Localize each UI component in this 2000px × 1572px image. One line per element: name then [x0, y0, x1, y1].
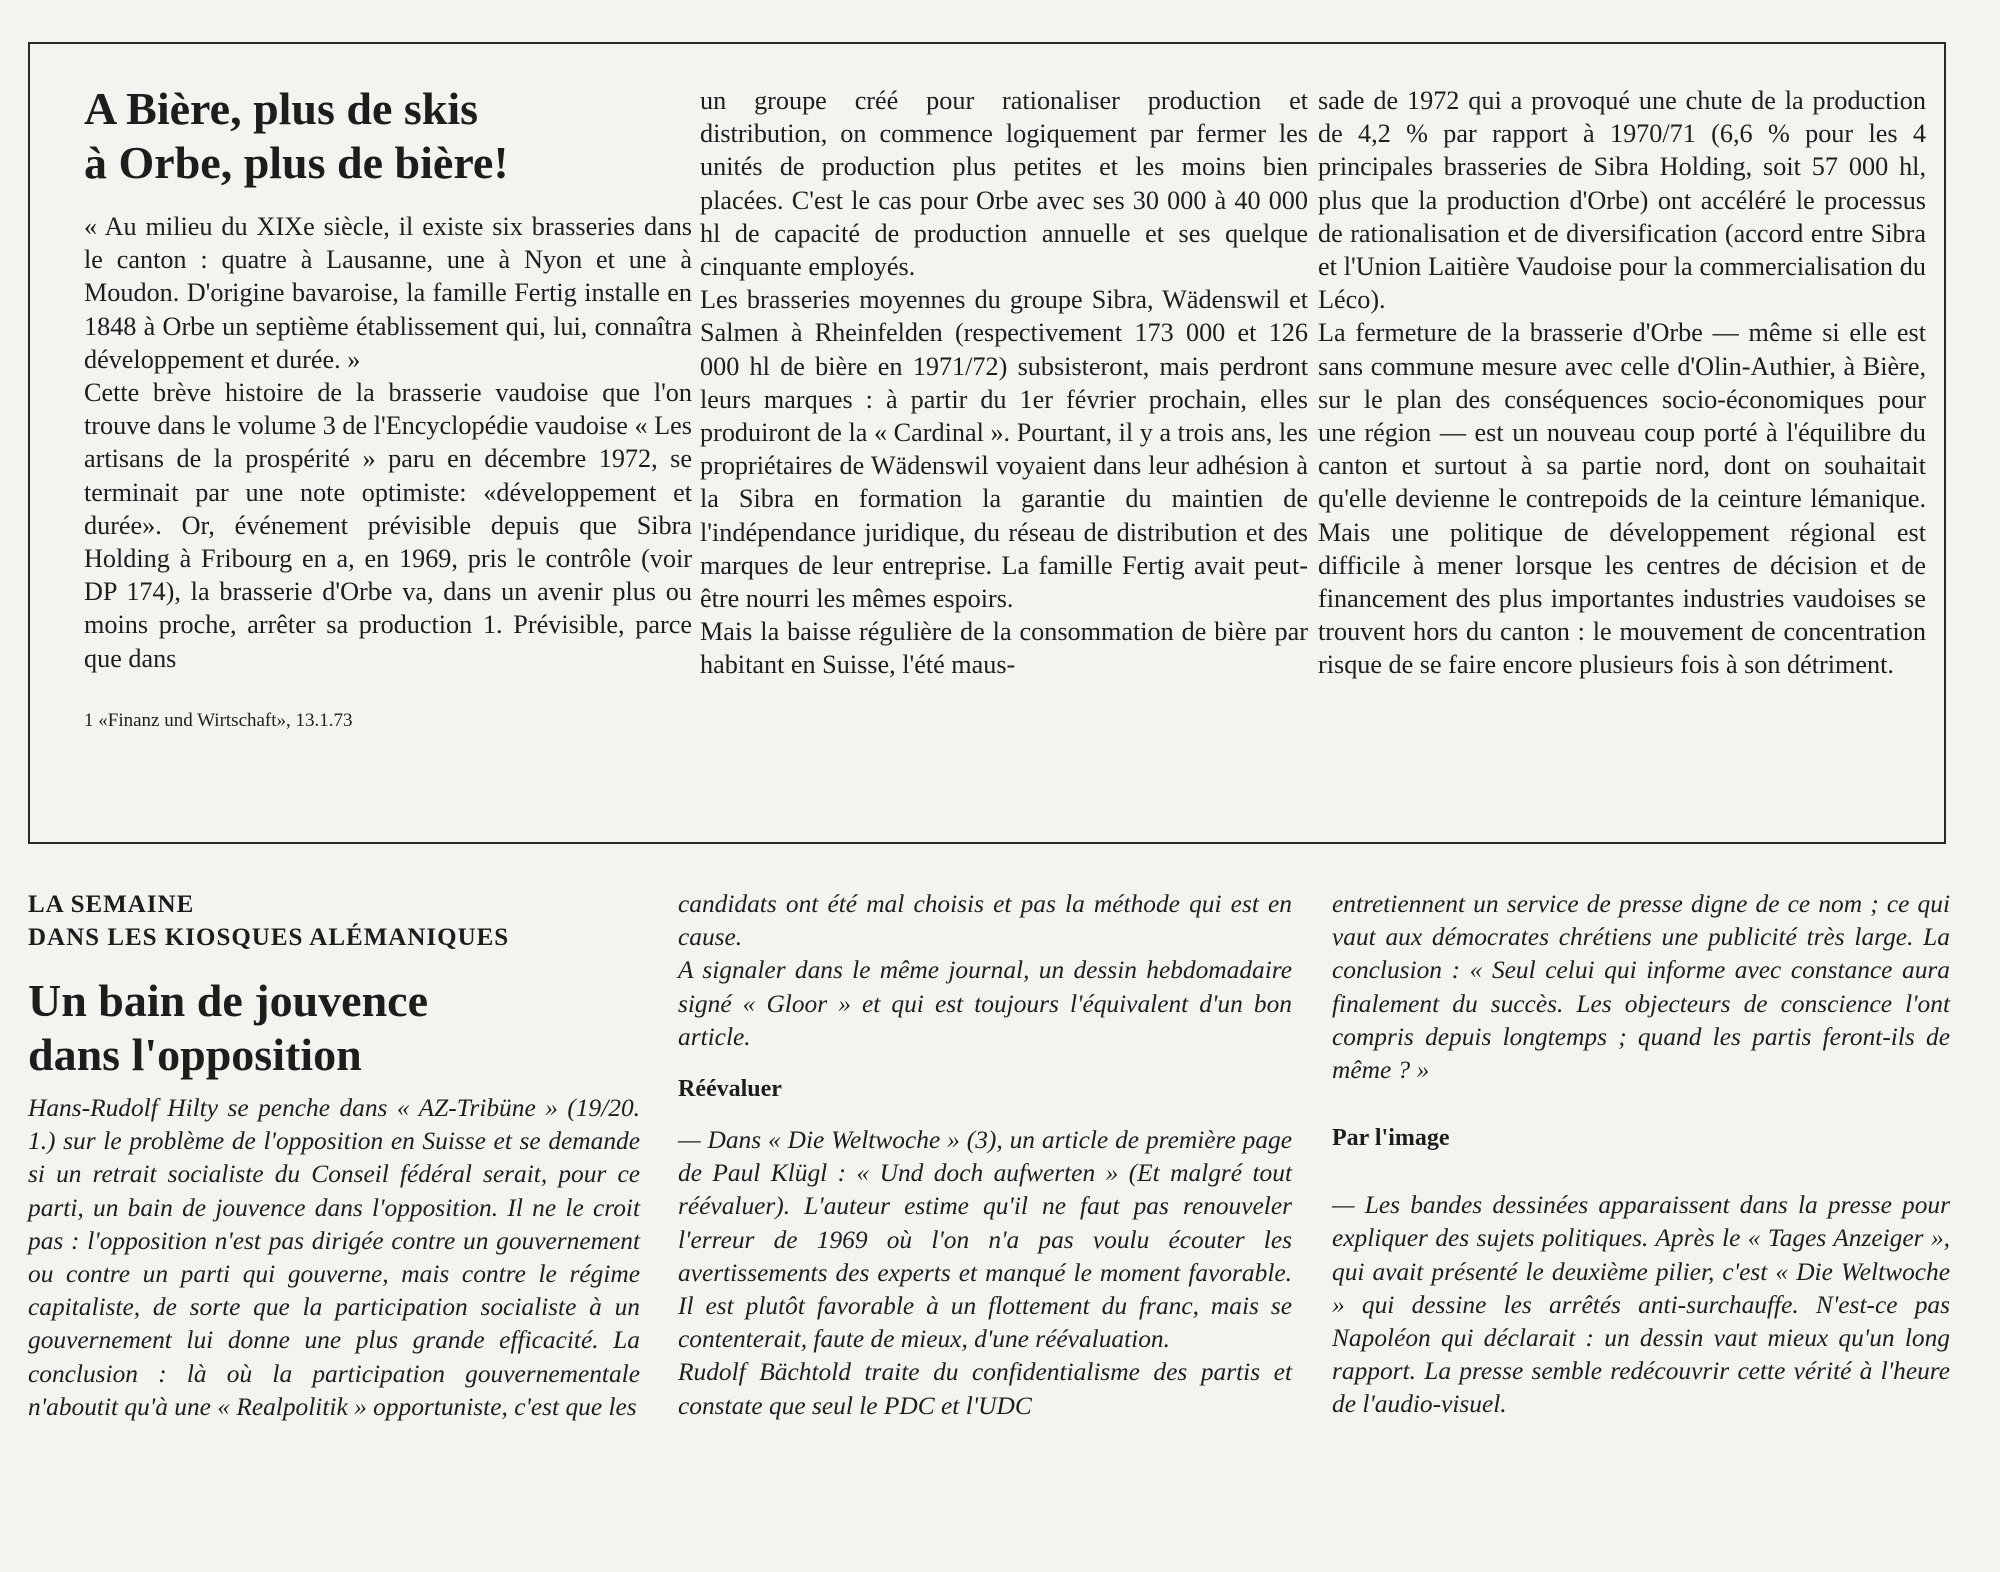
footnote: 1 «Finanz und Wirtschaft», 13.1.73 — [84, 709, 353, 731]
bottom-article-paragraph: — Les bandes dessinées apparaissent dans la presse pour expliquer des sujets politiques. Après le « Tages Anzeiger », qui avait présenté le deuxième pilier, c'est « Die Weltwoche » qui dessine les arrêtés anti-surchauffe. N'est-ce pas Napoléon qui déclarait : un dessin vaut mieux qu'un long rapport. La presse semble redécouvrir cette vérité à l'heure de l'audio-visuel. — [1332, 1191, 1950, 1419]
bottom-article-paragraph: — Dans « Die Weltwoche » (3), un article de première page de Paul Klügl : « Und doch aufwerten » (Et malgré tout réévaluer). L'auteur estime qu'il ne faut pas renouveler l'erreur de 1969 où l'on n'a pas voulu écouter les avertissements des experts et manqué le moment favorable. Il est plutôt favorable à un flottement du franc, mais se contenterait, faute de mieux, d'une réévaluation. — [678, 1126, 1292, 1354]
top-article-paragraph: Mais la baisse régulière de la consommation de bière par habitant en Suisse, l'été maus- — [700, 617, 1308, 680]
top-article-paragraph: Cette brève histoire de la brasserie vaudoise que l'on trouve dans le volume 3 de l'Encyclopédie vaudoise « Les artisans de la prospérité » paru en décembre 1972, se terminait par une note optimiste: «développement et durée». Or, événement prévisible depuis que Sibra Holding à Fribourg en a, en 1969, pris le contrôle (voir DP 174), la brasserie d'Orbe va, dans un avenir plus ou moins proche, arrêter sa production 1. Prévisible, parce que dans — [84, 378, 692, 673]
top-article-paragraph: « Au milieu du XIXe siècle, il existe six brasseries dans le canton : quatre à Lausanne, une à Nyon et une à Moudon. D'origine bavaroise, la famille Fertig installe en 1848 à Orbe un septième établissement qui, lui, connaîtra développement et durée. » — [84, 212, 692, 374]
top-article-column-2 — [700, 84, 1308, 682]
bottom-article-title-line-1: Un bain de jouvence — [28, 975, 428, 1026]
top-article-title — [84, 82, 692, 190]
top-article-paragraph: un groupe créé pour rationaliser production et distribution, on commence logiquement par fermer les unités de production plus petites et les moins bien placées. C'est le cas pour Orbe avec ses 30 000 à 40 000 hl de capacité de production annuelle et ses quelque cinquante employés. — [700, 86, 1308, 282]
top-article-title-line-2: à Orbe, plus de bière! — [84, 137, 509, 188]
top-article-paragraph: La fermeture de la brasserie d'Orbe — même si elle est sans commune mesure avec celle d'Olin-Authier, à Bière, sur le plan des conséquences socio-économiques pour une région — est un nouveau coup porté à l'équilibre du canton et surtout à sa partie nord, dont on souhaitait qu'elle devienne le contrepoids de la ceinture lémanique. Mais une politique de développement régional est difficile à mener lorsque les centres de décision et de financement des plus importantes industries vaudoises se trouvent hors du canton : le mouvement de concentration risque de se faire encore plusieurs fois à son détriment. — [1318, 318, 1926, 680]
boxed-article — [28, 42, 1946, 844]
top-article-paragraph: sade de 1972 qui a provoqué une chute de la production de 4,2 % par rapport à 1970/71 (6,6 % pour les 4 principales brasseries de Sibra Holding, soit 57 000 hl, plus que la production d'Orbe) ont accéléré le processus de rationalisation et de diversification (accord entre Sibra et l'Union Laitière Vaudoise pour la commercialisation du Léco). — [1318, 86, 1926, 315]
subheading-reevaluer: Réévaluer — [678, 1076, 782, 1103]
section-kicker-line-1: LA SEMAINE — [28, 891, 195, 918]
subheading-par-l-image: Par l'image — [1332, 1125, 1450, 1152]
bottom-article-title — [28, 974, 640, 1082]
top-article-column-1 — [84, 82, 692, 733]
bottom-article-column-1 — [28, 888, 640, 1424]
section-kicker-line-2: DANS LES KIOSQUES ALÉMANIQUES — [28, 924, 510, 951]
top-article-title-line-1: A Bière, plus de skis — [84, 83, 479, 134]
bottom-article-title-line-2: dans l'opposition — [28, 1029, 362, 1080]
top-article-column-3 — [1318, 84, 1926, 682]
bottom-article-paragraph: Hans-Rudolf Hilty se penche dans « AZ-Tribüne » (19/20. 1.) sur le problème de l'opposition en Suisse et se demande si un retrait socialiste du Conseil fédéral serait, pour ce parti, un bain de jouvence dans l'opposition. Il ne le croit pas : l'opposition n'est pas dirigée contre un gouvernement ou contre un parti qui gouverne, mais contre le régime capitaliste, de sorte que la participation socialiste à un gouvernement lui donne une plus grande efficacité. La conclusion : là où la participation gouvernementale n'aboutit qu'à une « Realpolitik » opportuniste, c'est que les — [28, 1094, 640, 1421]
bottom-article-paragraph: candidats ont été mal choisis et pas la méthode qui est en cause. — [678, 890, 1292, 952]
bottom-article-column-2 — [678, 888, 1292, 1423]
top-article-paragraph: Les brasseries moyennes du groupe Sibra, Wädenswil et Salmen à Rheinfelden (respectivement 173 000 et 126 000 hl de bière en 1971/72) subsisteront, mais perdront leurs marques : à partir du 1er février prochain, elles produiront de la « Cardinal ». Pourtant, il y a trois ans, les propriétaires de Wädenswil voyaient dans leur adhésion à la Sibra en formation la garantie du maintien de l'indépendance juridique, du réseau de distribution et des marques de leur entreprise. La famille Fertig avait peut-être nourri les mêmes espoirs. — [700, 285, 1308, 614]
bottom-article-paragraph: entretiennent un service de presse digne de ce nom ; ce qui vaut aux démocrates chrétiens une publicité très large. La conclusion : « Seul celui qui informe avec constance aura finalement du succès. Les objecteurs de conscience l'ont compris depuis longtemps ; quand les partis feront-ils de même ? » — [1332, 890, 1950, 1085]
bottom-article-column-3 — [1332, 888, 1950, 1422]
bottom-article-paragraph: Rudolf Bächtold traite du confidentialisme des partis et constate que seul le PDC et l'UDC — [678, 1358, 1292, 1420]
bottom-article-paragraph: A signaler dans le même journal, un dessin hebdomadaire signé « Gloor » et qui est toujours l'équivalent d'un bon article. — [678, 956, 1292, 1051]
